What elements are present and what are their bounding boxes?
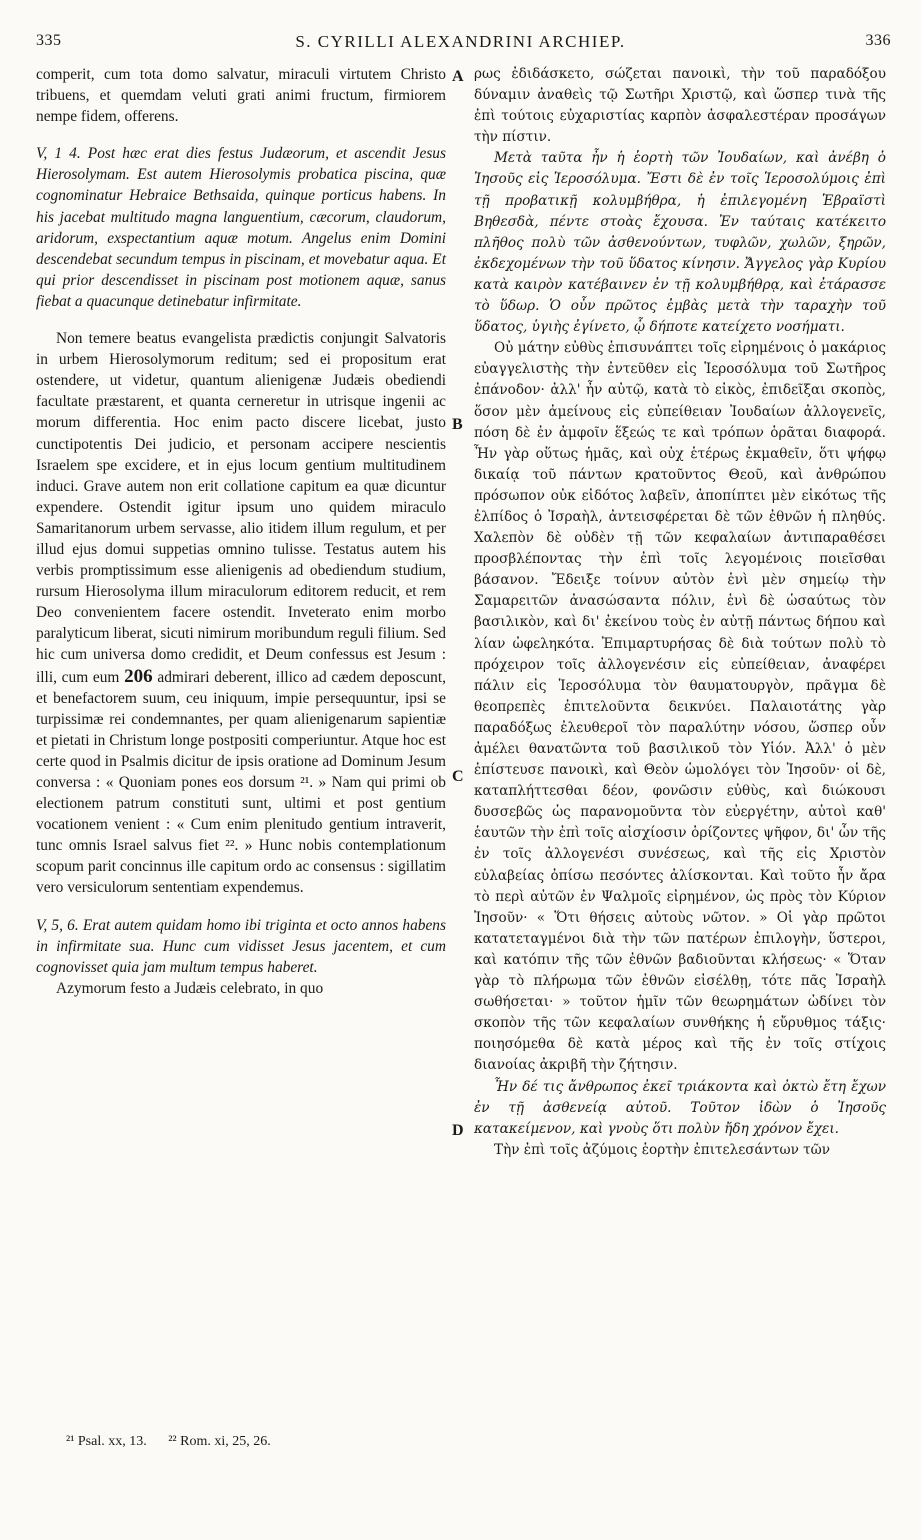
latin-commentary (36, 328, 446, 899)
latin-commentary-a: Non temere beatus evangelista prædictis conjungit Salvatoris in urbem Hierosolymorum reditum; sed ei propositum erat ostendere, ut videtur, quantum alienigenæ Judæis obediendi facultate præstarent, et quanta cerneretur in utrisque ingenii ac morum differentia. Hoc enim pacto discere licebat, justo cunctipotentis Dei judicio, et personam accipere nescientis Israelem spe excidere, et in ejus locum gentium multitudinem induci. Grave autem non erit collatione capitum ea quæ dicuntur expendere. Ostendit igitur ipsum uno quidem miraculo Samaritanorum urbem servasse, alio itidem illum regulum, et per illud ejus domui suppetias omnino tulisse. Testatus autem his verbis promptissimum esse alienigenis ad obediendum studium, rursum Hierosolyma illum miraculorum editorem reducit, et rem Deo convenientem facere ostendit. Inveterato enim morbo paralyticum liberat, sicuti nimirum moribundum reguli filium. Sed hic cum universa domo credidit, et Deum confessus est Jesum : illi, cum eum (36, 330, 446, 686)
margin-marker-b: B (452, 416, 463, 433)
footnotes (66, 1434, 289, 1450)
latin-paragraph-1: comperit, cum tota domo salvatur, miraculi virtutem Christo tribuens, et quemdam veluti grati animi fructum, firmiorem nempe fidem, offerens. (36, 66, 446, 126)
footnote-21: ²¹ Psal. xx, 13. (66, 1434, 147, 1449)
latin-column (36, 64, 446, 999)
greek-scripture-1: Μετὰ ταῦτα ἦν ἡ ἑορτὴ τῶν Ἰουδαίων, καὶ ἀνέβη ὁ Ἰησοῦς εἰς Ἱεροσόλυμα. Ἔστι δὲ ἐν τοῖς Ἱεροσολύμοις ἐπὶ τῇ προβατικῇ κολυμβήθρα, ἡ ἐπιλεγομένη Ἑβραϊστὶ Βηθεσδὰ, πέντε στοὰς ἔχουσα. Ἐν ταύταις κατέκειτο πλῆθος πολὺ τῶν ἀσθενούντων, τυφλῶν, χωλῶν, ξηρῶν, ἐκδεχομένων τὴν τοῦ ὕδατος κίνησιν. Ἄγγελος γὰρ Κυρίου κατὰ καιρὸν κατέβαινεν ἐν τῇ κολυμβήθρᾳ, καὶ ἐτάρασσε τὸ ὕδωρ. Ὁ οὖν πρῶτος ἐμβὰς μετὰ τὴν ταραχὴν τοῦ ὕδατος, ὑγιὴς ἐγίνετο, ᾧ δήποτε κατείχετο νοσήματι. (474, 150, 886, 336)
greek-paragraph-1: ρως ἐδιδάσκετο, σώζεται πανοικὶ, τὴν τοῦ παραδόξου δύναμιν ἀναθεὶς τῷ Σωτῆρι Χριστῷ, καὶ ὥσπερ τινὰ τῆς ἐπὶ τούτοις εὐχαριστίας καρπὸν ἀσφαλεστέραν προσάγων τὴν πίστιν. (474, 66, 886, 146)
footnote-22: ²² Rom. xi, 25, 26. (168, 1434, 271, 1449)
page-header (0, 32, 921, 58)
greek-scripture-2: Ἦν δέ τις ἄνθρωπος ἐκεῖ τριάκοντα καὶ ὀκτὼ ἔτη ἔχων ἐν τῇ ἀσθενείᾳ αὐτοῦ. Τοῦτον ἰδὼν ὁ Ἰησοῦς κατακείμενον, καὶ γνοὺς ὅτι πολὺν ἤδη χρόνον ἔχει. (474, 1078, 886, 1137)
greek-column (474, 64, 886, 1161)
column-number-206: 206 (124, 665, 153, 687)
page-number-left: 335 (36, 32, 62, 49)
latin-scripture-1: V, 1 4. Post hæc erat dies festus Judæorum, et ascendit Jesus Hierosolymam. Est autem Hierosolymis probatica piscina, quæ cognominatur Hebraice Bethsaida, quinque porticus habens. In his jacebat multitudo magna languentium, cæcorum, claudorum, aridorum, exspectantium aquæ motum. Angelus enim Domini descendebat secundum tempus in piscinam, et movebatur aqua. Et qui prior descendisset in piscinam post motionem aquæ, sanus fiebat a quacunque detinebatur infirmitate. (36, 145, 446, 310)
margin-marker-a: A (452, 68, 464, 85)
greek-commentary: Οὐ μάτην εὐθὺς ἐπισυνάπτει τοῖς εἰρημένοις ὁ μακάριος εὐαγγελιστὴς τὴν ἐντεῦθεν εἰς Ἱεροσόλυμα τοῦ Σωτῆρος ἐπάνοδον· ἀλλ' ἦν αὐτῷ, κατὰ τὸ εἰκὸς, ἐπιδεῖξαι σκοπὸς, ὅσον μὲν ἀμείνους εἰς εὐπείθειαν Ἰουδαίων ἀλλογενεῖς, πόση δὲ ἐν ἀμφοῖν ἕξεώς τε καὶ τρόπων ὁρᾶται διαφορά. Ἦν γὰρ οὕτως ἡμᾶς, καὶ οὐχ ἑτέρως ἐκμαθεῖν, ὅτι ψήφῳ δικαίᾳ τοῦ πάντων κρατοῦντος Θεοῦ, καὶ ἀνθρώπου πρόσωπον οὐκ εἰδότος λαβεῖν, ἀποπίπτει μὲν εἰκότως τῆς ἐλπίδος ὁ Ἰσραὴλ, ἀντεισφέρεται δὲ τῶν ἐθνῶν ἡ πληθύς. Χαλεπὸν δὲ οὐδὲν τῇ τῶν κεφαλαίων ἀντιπαραθέσει προσβλέποντας τὴν ἐπὶ τοῖς λεγομένοις ποιεῖσθαι βάσανον. Ἔδειξε τοίνυν αὐτὸν ἑνὶ μὲν σημείῳ τὴν Σαμαρειτῶν ἀνασώσαντα πόλιν, ἑνὶ δὲ ὡσαύτως τὸν βασιλικὸν, καὶ δι' ἐκείνου τοὺς ἐν αὐτῇ πάντως δήπου καὶ λίαν ὠφεληκότα. Ἐπιμαρτυρήσας δὲ διὰ τούτων πολὺ τὸ πρόχειρον τοῖς ἀλλογενέσιν εἰς εὐπείθειαν, ἀναφέρει πάλιν εἰς Ἱεροσόλυμα τὸν θαυματουργὸν, πρᾶγμα δὲ θεοπρεπὲς ἐπιτελοῦντα δεικνύει. Παλαιοτάτης γὰρ παραδόξως ἐλευθεροῖ τὸν παραλύτην νόσου, ὥσπερ οὖν ἀμέλει θανατῶντα τοῦ βασιλικοῦ τὸν Υἱόν. Ἀλλ' ὁ μὲν ἐπίστευσε πανοικὶ, καὶ Θεὸν ὡμολόγει τὸν Ἰησοῦν· οἱ δὲ, καταπλήττεσθαι δέον, φονῶσιν εὐθὺς, καὶ διώκουσι δυσσεβῶς ὡς παρανομοῦντα τὸν εὐεργέτην, αὐτοὶ καθ' ἑαυτῶν τὴν ἐπὶ τοῖς αἰσχίοσιν ὁρίζοντες ψῆφον, δι' ὧν τῆς ἐν τοῖς ἀλλογενέσι συνέσεως, καὶ τῆς εἰς Χριστὸν εὐλαβείας ὀπίσω πεσόντες ἁλίσκονται. Καὶ τοῦτο ἦν ἄρα τὸ περὶ αὐτῶν ἐν Ψαλμοῖς εἰρημένον, ὡς πρὸς τὸν Κύριον Ἰησοῦν· « Ὅτι θήσεις αὐτοὺς νῶτον. » Οἱ γὰρ πρῶτοι κατατεταγμένοι διὰ τὴν τῶν πατέρων ἐπιλογὴν, ὕστεροι, καὶ κατόπιν τῆς τῶν ἐθνῶν βαδιοῦνται κλήσεως· « Ὅταν γὰρ τὸ πλήρωμα τῶν ἐθνῶν εἰσέλθῃ, τότε πᾶς Ἰσραὴλ σωθήσεται· » τοῦτον ἡμῖν τῶν θεωρημάτων ὠδίνει τὸν σκοπὸν τῆς τῶν κεφαλαίων συνθήκης ἡ εὔρυθμος τάξις· ποιησόμεθα δὲ κατὰ μέρος καὶ τῆς ἐν τοῖς στίχοις διανοίας ἀκριβῆ τὴν ζήτησιν. (474, 340, 886, 1074)
margin-marker-c: C (452, 768, 464, 785)
latin-commentary-b: admirari deberent, illico ad cædem deposcunt, et benefactorem suum, ceu iniquum, impie persequuntur, ipsi se turpissimæ rei condemnantes, per quam alienigenarum sapientiæ et pietati in Christum longe postpositi comperiuntur. Atque hoc est certe quod in Psalmis dicitur de ipsis oratione ad Dominum Jesum conversa : « Quoniam pones eos dorsum ²¹. » Nam qui primi ob electionem patrum constituti sunt, ultimi et post gentium vocationem venient : « Cum enim plenitudo gentium intraverit, tunc omnis Israel salvus fiet ²². » Hunc nobis contemplationum scopum parit concinnus ille capitum ordo ac consensus : sigillatim vero versiculorum sententiam expendemus. (36, 668, 446, 897)
margin-marker-d: D (452, 1122, 464, 1139)
latin-scripture-2: V, 5, 6. Erat autem quidam homo ibi triginta et octo annos habens in infirmitate sua. Hunc cum vidisset Jesus jacentem, et cum cognovisset quia jam multum tempus haberet. (36, 916, 446, 976)
page-number-right: 336 (865, 32, 891, 49)
latin-paragraph-last: Azymorum festo a Judæis celebrato, in quo (56, 979, 324, 997)
running-title: S. CYRILLI ALEXANDRINI ARCHIEP. (295, 32, 626, 51)
greek-paragraph-last: Τὴν ἐπὶ τοῖς ἀζύμοις ἑορτὴν ἐπιτελεσάντων τῶν (494, 1141, 831, 1158)
